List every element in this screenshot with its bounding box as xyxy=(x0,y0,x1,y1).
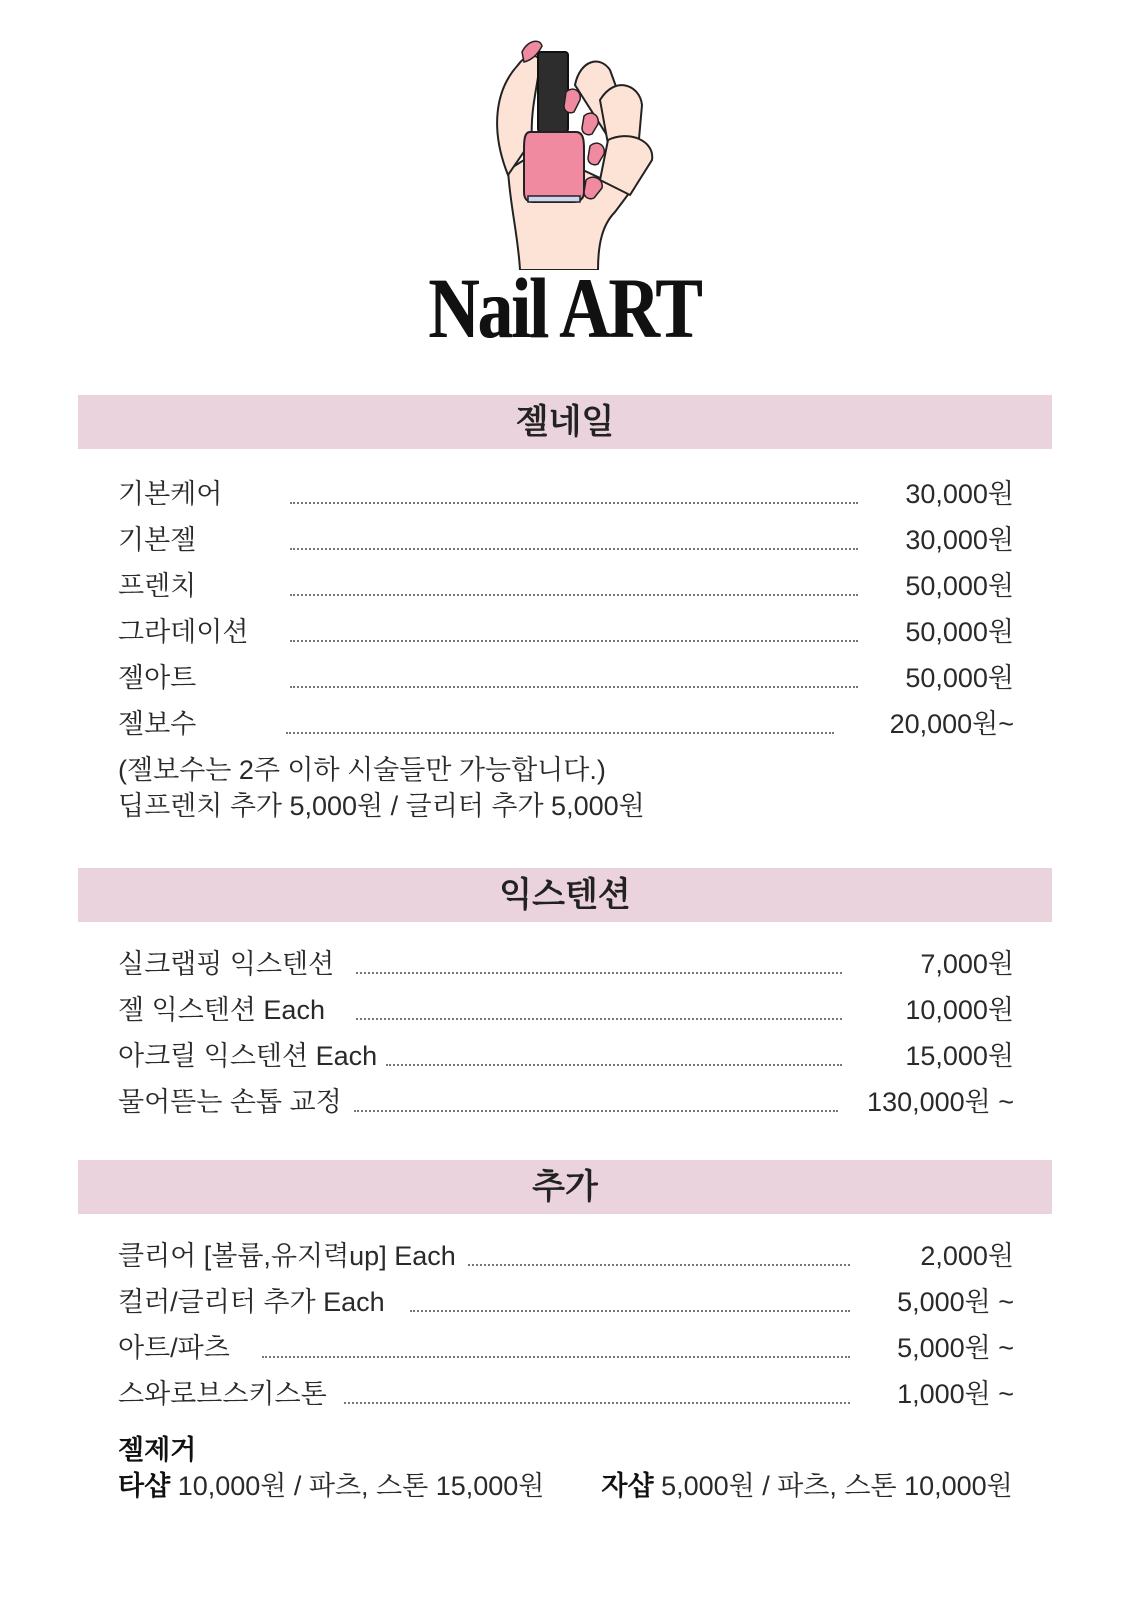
removal-title: 젤제거 xyxy=(118,1435,197,1465)
item-label: 젤보수 xyxy=(118,709,197,739)
item-label: 프렌치 xyxy=(118,571,197,601)
item-label: 기본젤 xyxy=(118,525,197,555)
item-label: 아트/파츠 xyxy=(118,1333,230,1363)
item-price: 15,000원 xyxy=(905,1041,1014,1071)
dot-leader xyxy=(344,1402,850,1404)
item-price: 130,000원 ~ xyxy=(867,1087,1014,1117)
menu-row xyxy=(118,704,1014,744)
item-price: 1,000원 ~ xyxy=(897,1379,1014,1409)
menu-row xyxy=(118,990,1014,1030)
item-label: 기본케어 xyxy=(118,479,223,509)
item-label: 젤 익스텐션 Each xyxy=(118,995,325,1025)
logo-title: Nail ART xyxy=(428,260,701,356)
removal-prices xyxy=(118,1468,1013,1504)
item-label: 젤아트 xyxy=(118,663,197,693)
own-shop-price: 5,000원 / 파츠, 스톤 10,000원 xyxy=(661,1471,1013,1501)
dot-leader xyxy=(386,1064,842,1066)
item-price: 2,000원 xyxy=(920,1241,1014,1271)
section-title-gel-nail: 젤네일 xyxy=(78,395,1052,449)
section-title-extension: 익스텐션 xyxy=(78,868,1052,922)
dot-leader xyxy=(356,972,842,974)
menu-row xyxy=(118,944,1014,984)
item-price: 50,000원 xyxy=(905,617,1014,647)
addon-note: 딥프렌치 추가 5,000원 / 글리터 추가 5,000원 xyxy=(118,791,645,821)
item-price: 5,000원 ~ xyxy=(897,1287,1014,1317)
menu-row xyxy=(118,474,1014,514)
menu-row xyxy=(118,520,1014,560)
menu-row xyxy=(118,658,1014,698)
hand-nail-polish-icon xyxy=(480,30,670,270)
item-price: 50,000원 xyxy=(905,663,1014,693)
menu-row xyxy=(118,612,1014,652)
item-price: 20,000원~ xyxy=(889,709,1014,739)
menu-row xyxy=(118,1282,1014,1322)
item-label: 아크릴 익스텐션 Each xyxy=(118,1041,378,1071)
item-label: 클리어 [볼륨,유지력up] Each xyxy=(118,1241,456,1271)
menu-row xyxy=(118,1236,1014,1276)
other-shop-price: 10,000원 / 파츠, 스톤 15,000원 xyxy=(177,1471,545,1501)
own-shop-label: 자샵 xyxy=(601,1471,654,1501)
dot-leader xyxy=(262,1356,850,1358)
dot-leader xyxy=(290,502,858,504)
item-price: 50,000원 xyxy=(905,571,1014,601)
item-price: 30,000원 xyxy=(905,525,1014,555)
item-label: 그라데이션 xyxy=(118,617,249,647)
menu-row xyxy=(118,566,1014,606)
dot-leader xyxy=(290,594,858,596)
menu-row xyxy=(118,1082,1014,1122)
dot-leader xyxy=(290,640,858,642)
item-price: 7,000원 xyxy=(920,949,1014,979)
dot-leader xyxy=(468,1264,850,1266)
other-shop-label: 타샵 xyxy=(118,1471,171,1501)
item-label: 실크랩핑 익스텐션 xyxy=(118,949,335,979)
dot-leader xyxy=(410,1310,850,1312)
dot-leader xyxy=(286,732,834,734)
menu-row xyxy=(118,1036,1014,1076)
dot-leader xyxy=(356,1018,842,1020)
item-label: 스와로브스키스톤 xyxy=(118,1379,327,1409)
menu-row xyxy=(118,1374,1014,1414)
section-title-addons: 추가 xyxy=(78,1160,1052,1214)
dot-leader xyxy=(354,1110,838,1112)
item-price: 10,000원 xyxy=(905,995,1014,1025)
gel-repair-note: (젤보수는 2주 이하 시술들만 가능합니다.) xyxy=(118,755,606,785)
item-price: 5,000원 ~ xyxy=(897,1333,1014,1363)
dot-leader xyxy=(290,686,858,688)
item-price: 30,000원 xyxy=(905,479,1014,509)
item-label: 물어뜯는 손톱 교정 xyxy=(118,1087,342,1117)
dot-leader xyxy=(290,548,858,550)
menu-row xyxy=(118,1328,1014,1368)
item-label: 컬러/글리터 추가 Each xyxy=(118,1287,385,1317)
